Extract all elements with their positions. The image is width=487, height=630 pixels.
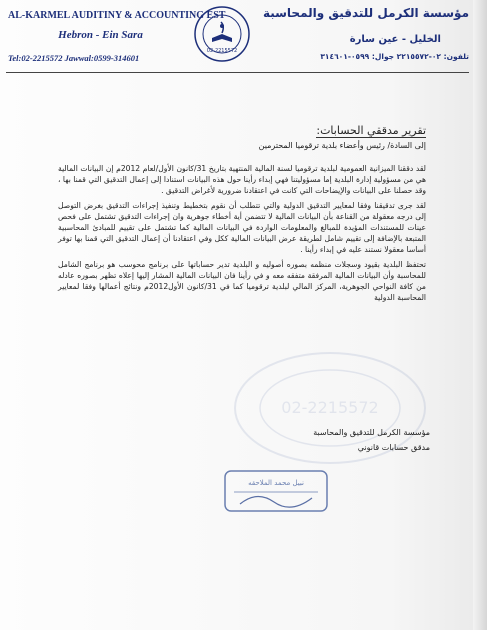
page-edge-shadow <box>473 0 487 630</box>
paragraph: تحتفظ البلدية بقيود وسجلات منظمه بصوره أصوليه و البلدية تدير حساباتها على برنامج محوسب هو برنامج الشامل للمحاسبة وأن البيانات المالية المرفقة متفقه معه و في رأينا فان البيانات المالية المشار إليها إعلاه تظهر بصوره عادله من كافة النواحي الجوهرية، المركز المالي لبلدية ترقوميا كما في 31/كانون الأول2012م ونتائج أعمالها وفقا لمعايير المحاسبة الدولية <box>58 260 426 302</box>
paragraph: لقد جرى تدقيقنا وفقا لمعايير التدقيق الدولية والتي تتطلب أن نقوم بتخطيط وتنفيذ إجراءات التدقيق بغرض التوصل إلى درجه معقولة من القناعة بأن البيانات المالية لا تتضمن أية أخطاء جوهرية وان إجراءات التدقيق تشتمل على فحص عينات للمستندات المؤيدة للمبالغ والمعلومات الواردة في البيانات المالية كما تشتمل على تقييم للمبادئ المحاسبية المتبعة بالإضافة إلى تقييم شامل لطريقة عرض البيانات المالية ككل وفي اعتقادنا أن إعمال التدقيق التي قمنا بها توفر أساسا معقولا نستند عليه في إبداء رأينا . <box>58 201 426 254</box>
signature-block <box>290 425 430 455</box>
org-name-english: AL-KARMEL AUDITINY & ACCOUNTING EST <box>8 10 226 21</box>
phone-english: Tel:02-2215572 Jawwal:0599-314601 <box>8 53 140 63</box>
auditor-stamp-icon <box>222 468 330 514</box>
report-body <box>58 163 426 307</box>
header-divider <box>6 72 469 73</box>
signature-org: مؤسسة الكرمل للتدقيق والمحاسبة <box>313 428 430 437</box>
letterhead-english <box>8 10 226 63</box>
phone-arabic: تلفون: ٠٢-٢٢١٥٥٧٢ جوال: ٠٥٩٩-٣١٤٦٠١ <box>320 52 469 61</box>
report-title: تقرير مدققي الحسابات: <box>316 124 426 137</box>
org-name-arabic: مؤسسة الكرمل للتدقيق والمحاسبة <box>262 6 469 20</box>
svg-text:نبيل محمد الملاحقه: نبيل محمد الملاحقه <box>248 479 304 487</box>
letterhead-arabic <box>262 6 469 61</box>
paragraph: لقد دققنا الميزانية العمومية لبلدية ترقوميا لسنة المالية المنتهية بتاريخ 31/كانون الأول/لعام 2012م إن البيانات المالية هي من مسؤولية إدارة البلدية إما مسؤوليتنا فهي إبداء رأينا حول هذه البيانات استنادا إلى إعمال التدقيق التي قمنا بها ، وقد حصلنا على البيانات والإيضاحات التي كانت في اعتقادنا ضرورية لأغراض التدقيق . <box>58 164 426 195</box>
logo-seal-icon <box>192 4 252 64</box>
svg-text:02-2215572: 02-2215572 <box>206 48 238 54</box>
signature-role: مدقق حسابات قانوني <box>357 443 430 452</box>
city-arabic: الخليل - عين سارة <box>349 34 441 45</box>
svg-text:02-2215572: 02-2215572 <box>281 398 379 417</box>
addressee: إلى السادة/ رئيس وأعضاء بلدية ترقوميا المحترمين <box>258 141 426 150</box>
city-english: Hebron - Ein Sara <box>58 29 143 41</box>
